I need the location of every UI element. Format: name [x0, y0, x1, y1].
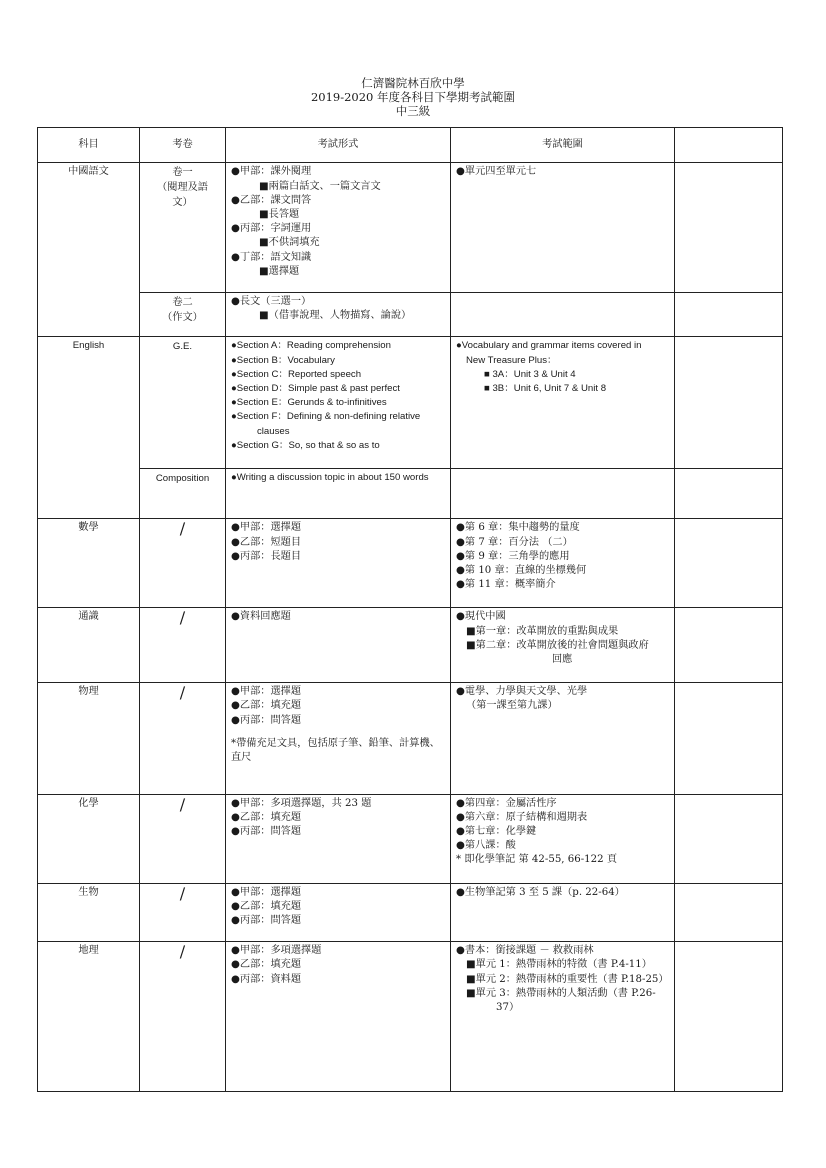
- subject-math: 數學: [38, 519, 140, 608]
- format-ls: ●資料回應題: [226, 608, 451, 683]
- form-level: 中三級: [395, 104, 431, 118]
- subject-chemistry: 化學: [38, 794, 140, 883]
- paper-chemistry: ∕: [140, 794, 226, 883]
- scope-math: ●第 6 章：集中趨勢的量度 ●第 7 章：百分法 （二） ●第 9 章：三角學的應用 ●第 10 章：直線的坐標幾何 ●第 11 章：概率簡介: [451, 519, 675, 608]
- exam-scope-table: [37, 127, 783, 1092]
- table-row-english-composition: [38, 468, 783, 519]
- table-row-biology: [38, 883, 783, 942]
- scope-ls: ●現代中國 ■第一章：改革開放的重點與成果 ■第二章：改革開放後的社會問題與政府 回應: [451, 608, 675, 683]
- paper-biology: ∕: [140, 883, 226, 942]
- col-header-scope: 考試範圍: [451, 128, 675, 163]
- subject-physics: 物理: [38, 683, 140, 794]
- paper-english-composition: Composition: [140, 468, 226, 519]
- table-row-chinese-paper1: [38, 163, 783, 292]
- format-geography: ●甲部：多項選擇題 ●乙部：填充題 ●丙部：資料題: [226, 942, 451, 1092]
- table-row-ls: [38, 608, 783, 683]
- format-biology: ●甲部：選擇題 ●乙部：填充題 ●丙部：問答題: [226, 883, 451, 942]
- table-row-math: [38, 519, 783, 608]
- subject-ls: 通識: [38, 608, 140, 683]
- table-row-physics: [38, 683, 783, 794]
- format-physics: ●甲部：選擇題 ●乙部：填充題 ●丙部：問答題 *帶備充足文具，包括原子筆、鉛筆、計算機、直尺: [226, 683, 451, 794]
- paper-physics: ∕: [140, 683, 226, 794]
- col-header-blank: [675, 128, 783, 163]
- col-header-subject: 科目: [38, 128, 140, 163]
- table-header-row: [38, 128, 783, 163]
- paper-math: ∕: [140, 519, 226, 608]
- scope-biology: ●生物筆記第 3 至 5 課（p. 22-64）: [451, 883, 675, 942]
- scope-chemistry: ●第四章：金屬活性序 ●第六章：原子結構和週期表 ●第七章：化學鍵 ●第八課：酸 * 即化學筆記 第 42-55, 66-122 頁: [451, 794, 675, 883]
- table-row-english-ge: [38, 337, 783, 469]
- paper-chinese-1: 卷一 （閱理及語 文）: [140, 163, 226, 292]
- format-chinese-2: ●長文（三選一） ■（借事說理、人物描寫、論說）: [226, 292, 451, 337]
- format-english-ge: ●Section A：Reading comprehension ●Section B：Vocabulary ●Section C：Reported speech ●Section D：Simple past & past perfect ●Section E：Gerunds & to-infinitives ●Section F：Defining & non-defining relative clauses ●Section G：So, so that & so as to: [226, 337, 451, 469]
- table-row-chemistry: [38, 794, 783, 883]
- table-row-geography: [38, 942, 783, 1092]
- format-math: ●甲部：選擇題 ●乙部：短題目 ●丙部：長題目: [226, 519, 451, 608]
- paper-geography: ∕: [140, 942, 226, 1092]
- physics-note: *帶備充足文具，包括原子筆、鉛筆、計算機、直尺: [231, 737, 440, 764]
- paper-ls: ∕: [140, 608, 226, 683]
- scope-chinese-1: ●單元四至單元七: [451, 163, 675, 292]
- subject-geography: 地理: [38, 942, 140, 1092]
- scope-physics: ●電學、力學與天文學、光學 （第一課至第九課）: [451, 683, 675, 794]
- format-chemistry: ●甲部：多項選擇題，共 23 題 ●乙部：填充題 ●丙部：問答題: [226, 794, 451, 883]
- subject-chinese: 中國語文: [38, 163, 140, 337]
- subject-english: English: [38, 337, 140, 519]
- school-name: 仁濟醫院林百欣中學: [361, 76, 465, 90]
- scope-geography: ●書本：銜接課題 － 救救雨林 ■單元 1：熱帶雨林的特徵（書 P.4-11） ■單元 2：熱帶雨林的重要性（書 P.18-25） ■單元 3：熱帶雨林的人類活動（書 P.26- 37）: [451, 942, 675, 1092]
- format-chinese-1: ●甲部：課外閱理 ■兩篇白話文、一篇文言文 ●乙部：課文問答 ■長答題 ●丙部：字詞運用 ■不供詞填充 ●丁部：語文知識 ■選擇題: [226, 163, 451, 292]
- col-header-paper: 考卷: [140, 128, 226, 163]
- format-english-composition: ●Writing a discussion topic in about 150 words: [226, 468, 451, 519]
- scope-english-ge: ●Vocabulary and grammar items covered in New Treasure Plus： ■ 3A：Unit 3 & Unit 4 ■ 3B：Unit 6, Unit 7 & Unit 8: [451, 337, 675, 469]
- paper-chinese-2: 卷二 （作文）: [140, 292, 226, 337]
- table-row-chinese-paper2: [38, 292, 783, 337]
- subject-biology: 生物: [38, 883, 140, 942]
- col-header-format: 考試形式: [226, 128, 451, 163]
- document-header: [0, 76, 826, 118]
- paper-english-ge: G.E.: [140, 337, 226, 469]
- document-title: 2019-2020 年度各科目下學期考試範圍: [310, 90, 516, 104]
